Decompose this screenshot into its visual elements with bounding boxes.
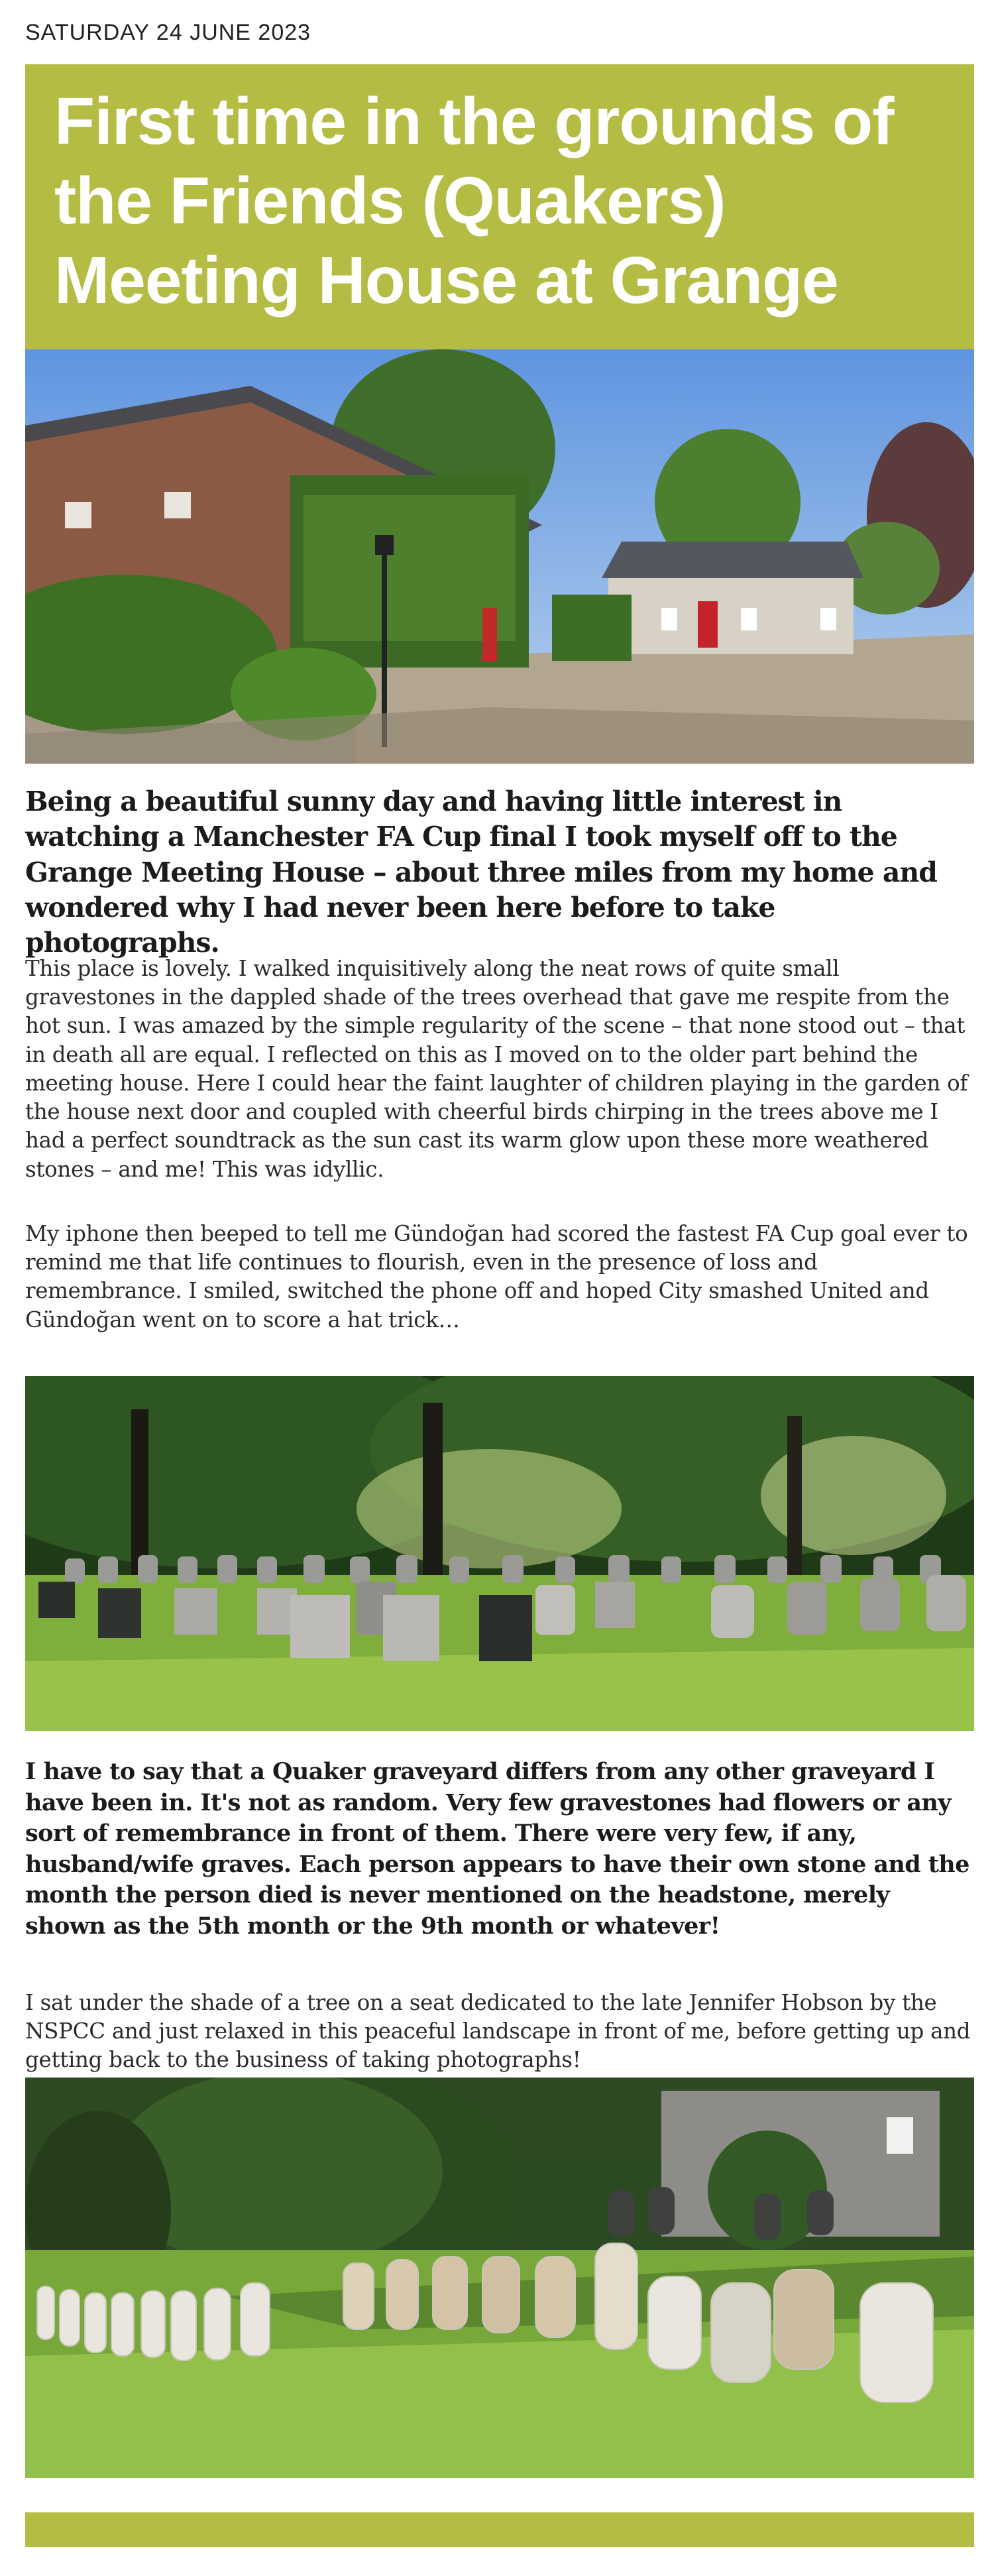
weathered-stones-photo <box>25 2078 974 2478</box>
article-paragraph-1: This place is lovely. I walked inquisitively along the neat rows of quite small gravestones in the dappled shade of the trees overhead that gave me respite from the hot sun. I was amazed by the simple regularity of the scene – that none stood out – that in death all are equal. I reflected on this as I moved on to the older part behind the meeting house. Here I could hear the faint laughter of children playing in the garden of the house next door and coupled with cheerful birds chirping in the trees above me I had a perfect soundtrack as the sun cast its warm glow upon these more weathered stones – and me! This was idyllic. <box>25 956 968 1182</box>
title-banner <box>25 64 974 349</box>
article-paragraph-2: My iphone then beeped to tell me Gündoğan had scored the fastest FA Cup goal ever to remind me that life continues to flourish, even in the presence of loss and remembrance. I smiled, switched the phone off and hoped City smashed United and Gündoğan went on to score a hat trick… <box>25 1221 968 1332</box>
page-title: First time in the grounds of the Friends (Quakers) Meeting House at Grange <box>54 84 894 318</box>
graveyard-rows-photo <box>25 1376 974 1731</box>
article-paragraph-3: I sat under the shade of a tree on a seat dedicated to the late Jennifer Hobson by the NSPCC and just relaxed in this peaceful landscape in front of me, before getting up and getting back to the business of taking photographs! <box>25 1990 971 2073</box>
footer-band <box>25 2512 974 2547</box>
meeting-house-photo <box>25 349 974 764</box>
issue-date: SATURDAY 24 JUNE 2023 <box>25 20 311 45</box>
article-lead: Being a beautiful sunny day and having little interest in watching a Manchester FA Cup final I took myself off to the Grange Meeting House – about three miles from my home and wondered why I had never been here before to take photographs. <box>25 786 937 959</box>
article-lead-2: I have to say that a Quaker graveyard differs from any other graveyard I have been in. It's not as random. Very few gravestones had flowers or any sort of remembrance in front of them. There were very few, if any, husband/wife graves. Each person appears to have their own stone and the month the person died is never mentioned on the headstone, merely shown as the 5th month or the 9th month or whatever! <box>25 1758 969 1940</box>
